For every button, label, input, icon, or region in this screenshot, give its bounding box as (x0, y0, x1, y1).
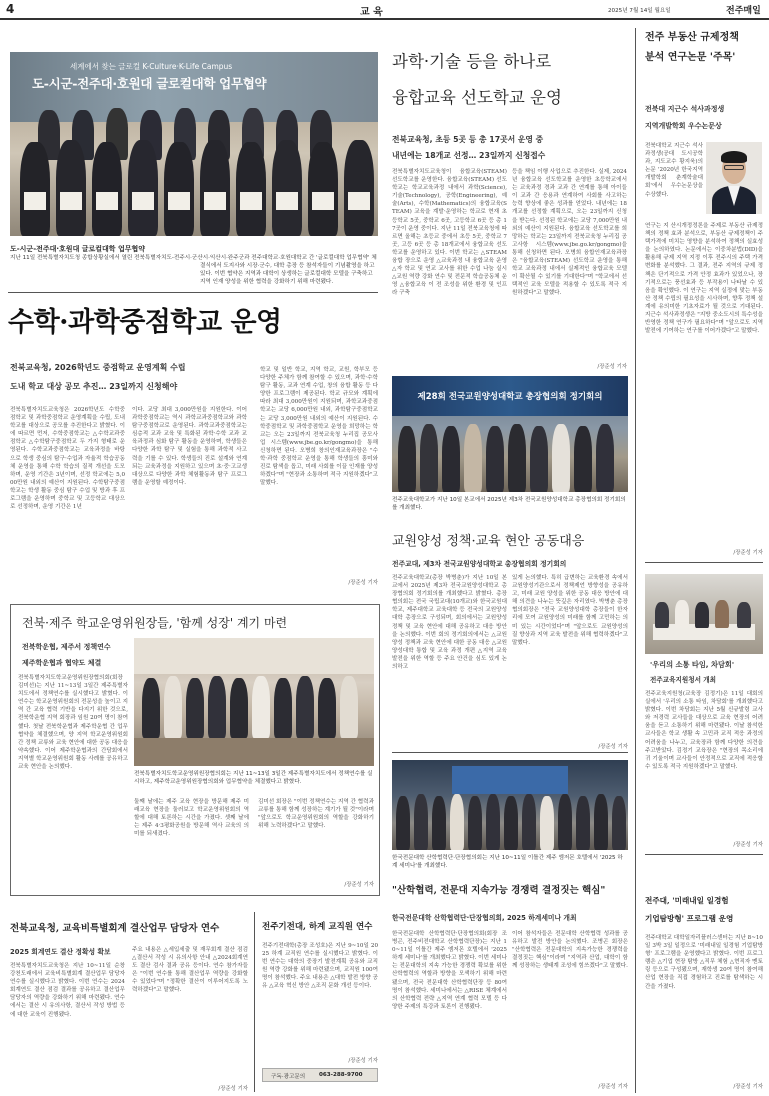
jeonjugi-body: 전주기전대학(총장 조성호)은 지난 9~10일 2025 하계 교직원 연수를 실시했다고 밝혔다. 이번 연수는 대학의 중장기 발전계획 공유와 교직원 역량 강화를 위해 마련됐으며, 교직원 100여 명이 참석했다. 주요 내용은 △대학 발전 방향 공유 △교육 혁신 방안 △조직 문화 개선 등이다. (262, 943, 378, 990)
thesis-body: 연구는 지 산시개정정론을 주제로 부동산 규제정책의 정책 효과 분석으로, 부동산 규제정책이 주택가격에 미치는 영향을 분석하여 정책의 실효성을 논의하였다. 논문에서는 이중차분법(DID)을 활용해 규제 지역 지정 이후 전주시의 주택 가격 변화를 분석했다. 그 결과, 전주 지역의 규제 정책은 단기적으로 가격 안정 효과가 있었으나, 장기적으로는 풍선효과 등 부작용이 나타날 수 있음을 확인했다. 이 연구는 지역 실정에 맞는 부동산 정책 수립의 필요성을 시사하며, 향후 정책 설계에 유의미한 기초자료가 될 것으로 기대된다. 지근수 석사과정생은 "지방 중소도시의 특수성을 반영한 정책 연구가 필요하다"며 "앞으로도 지역 발전에 기여하는 연구를 이어가겠다"고 말했다. (645, 223, 763, 335)
person (92, 142, 122, 236)
steam-body-col2: 등을 책임 이행 사업으로 추진한다. 실제, 2024년 융합교육 선도학교를 운영한 초등학교에서는 교육과정 경과 교과 간 연계를 통해 아이들이 교과 간 응용과 연계하여 사회를 사고하는 능력 향상에 좋은 성과를 얻었다. 내년에는 18개교를 선정할 계획으로, 오는 23일까지 신청을 받는다. 선정된 학교에는 교당 7,000만원 내외의 예산이 지원된다. 융합교육 선도학교를 희망하는 학교는 23일까지 전북교육청 누리집 공고사항 시스템(www.jbe.go.kr/gongmo)을 통해 신청하면 된다. 오병희 융합인재교육과장은 "융합교육(STEAM) 선도학교 운영을 통해 학교 교육과정 내에서 실제적인 융합교육 모델이 확산될 수 있기를 기대한다"며 "학교에서 선택적인 교육 모델을 적용할 수 있도록 적극 지원하겠다"고 말했다. (512, 169, 627, 297)
jeju-caption: 전북특별자치도학교운영위원장협의회는 지난 11~13일 3일간 제주특별자치도에서 정책연수를 실시하고, 제주학교운영위원장협의회와 업무협약을 체결했다고 밝혔다. (134, 771, 373, 785)
person (164, 142, 194, 236)
sidebar-rule (645, 854, 763, 855)
person (296, 676, 314, 738)
person (715, 600, 729, 628)
person (396, 796, 410, 850)
masthead-rule (0, 18, 769, 20)
person (522, 794, 536, 850)
thesis-title-line2: 분석 연구논문 '주목' (645, 52, 736, 63)
person (272, 140, 302, 236)
steam-title-line1: 과학·기술 등을 하나로 (392, 52, 552, 71)
mirae-body: 전주대학교 대학일자리플러스센터는 지난 8~10일 3박 3일 일정으로 '미래내일 일경험 기업탐방형' 프로그램을 운영했다고 밝혔다. 이번 프로그램은 △기업 현장 탐방 △직무 체험 △현직자 멘토링 등으로 구성됐으며, 재학생 20여 명이 참여해 산업 현장을 직접 경험하고 진로를 탐색하는 시간을 가졌다. (645, 935, 763, 990)
sidebar-divider (635, 28, 636, 1093)
mou-document (204, 192, 226, 210)
person (414, 794, 428, 850)
mou-caption-title: 도-시군-전주대·호원대 글로컬대학 업무협약 (10, 245, 146, 253)
jeju-floor (134, 738, 374, 766)
thesis-title-line1: 전주 부동산 규제정책 (645, 32, 739, 43)
jeju-photo (134, 638, 374, 766)
ad-label: 구독·광고문의 (271, 1074, 306, 1080)
person (442, 426, 460, 492)
person (450, 794, 464, 850)
industry-title: "산학협력, 전문대 지속가능 경쟁력 결정짓는 핵심" (392, 885, 606, 896)
settlement-title: 전북교육청, 교육비특별회계 결산업무 담당자 연수 (10, 923, 220, 934)
jeju-subtitle-1: 전북학운협, 제주서 정책연수 (22, 643, 111, 651)
person (398, 426, 416, 492)
mou-document (348, 192, 370, 210)
math-body-col1: 전북특별자치도교육청은 2026학년도 수학중점학교 및 과학중점학교 운영계획을 수립, 도내 학교를 대상으로 공모를 추진한다고 밝혔다. 이에 따르면 먼저, 수학중점학교는 △수학교과중점학교 △수학탐구중점학교 두 가지 형태로 운영된다. 수학교과중점학교는 교육과정을 바탕으로 학생 중심의 탐구·수업과 자율적 학습공동체 운영을 통해 수학 학습의 질적 개선을 도모하며, 운영 기간은 3년이며, 선정 학교에는 5,000만원 내외의 예산이 지원된다. 수학탐구중점학교는 학생 활동 중심 탐구 수업 및 방과 후 프로그램을 운영하며 중학교 및 고등학교 대상으로 선정하며, 운영 기간은 1년 (10, 407, 125, 511)
settlement-byline: /장준성 기자 (218, 1086, 248, 1092)
person (558, 794, 572, 850)
settlement-body-col2: 주요 내용은 △세입세출 및 재무회계 결산 점검 △결산서 작성 시 유의사항 안내 △2024회계연도 결산 검사 결과 공유 등이다. 연수 참가자들은 "이번 연수를 통해 결산업무 역량을 강화할 수 있었다"며 "정확한 결산이 이루어지도록 노력하겠다"고 말했다. (132, 947, 248, 994)
thesis-subtitle-1: 전북대 지근수 석사과정생 (645, 105, 725, 113)
steam-title-line2: 융합교육 선도학교 운영 (392, 88, 562, 107)
thesis-subtitle-2: 지역개발학회 우수논문상 (645, 122, 722, 130)
mou-document (60, 192, 82, 210)
portrait-hair (721, 151, 747, 163)
banner-top-text: 세계에서 찾는 글로컬 K-Culture·K-Life Campus (70, 62, 233, 71)
union-title: 교원양성 정책·교육 현안 공동대응 (392, 534, 585, 549)
section-rule (392, 752, 628, 753)
chadam-photo (645, 574, 763, 654)
mirae-title-line1: 전주대, '미래내일 일경험 (645, 896, 729, 905)
industry-screen (452, 766, 568, 794)
jeju-body-col3: 김미선 회장은 "이번 정책연수는 지역 간 협력과 교류를 통해 함께 성장하는 계기가 될 것"이라며 "앞으로도 학교운영위원회의 역할을 강화하기 위해 노력하겠다"고 말했다. (258, 799, 374, 830)
industry-body-col1: 한국전문대학 산학협력단·단장협의회(회장 조병곤, 전주비전대학교 산학협력단장)는 지난 10~11일 이틀간 제주 엠저몬 호텔에서 '2025 하계 세미나'를 개최했다고 밝혔다. 이번 세미나는 전문대학의 지속 가능한 경쟁력 확보를 위한 산학협력의 역할과 방향을 모색하기 위해 마련됐으며, 전국 전문대학 산학협력단장 등 80여 명이 참석했다. 세미나에서는 △RISE 체계에서의 산학협력 전략 △지역 연계 협력 모델 등 다양한 주제의 특강과 토론이 진행됐다. (392, 931, 507, 1010)
person (464, 424, 482, 492)
section-title: 교 육 (360, 7, 383, 18)
union-body-col2: 있게 논의했다. 특히 급변하는 교육환경 속에서 교원양성기관으로서 정책제언 방향성을 공유하고, 미래 교원 양성을 위한 공동 대응 방안에 대해 의견을 나누는 뜻깊은 자리였다. 박병춘 총장협의회장은 "전국 교원양성대학 총장들이 한자리에 모여 교원양성의 미래를 함께 고민하는 의미 있는 시간이었다"며 "앞으로도 교원양성의 질 향상과 지역 교육 발전을 위해 협력하겠다"고 말했다. (512, 575, 628, 646)
banner-main-text: 도-시군-전주대·호원대 글로컬대학 업무협약 (32, 76, 267, 91)
thesis-byline: /장준성 기자 (733, 550, 763, 556)
jeonjugi-title: 전주기전대, 하계 교직원 연수 (262, 922, 373, 932)
sidebar-rule (645, 562, 763, 563)
person (468, 796, 482, 850)
industry-body-col2: 이어 참석자들은 전문대학 산학협력 성과를 공유하고 발전 방안을 논의했다. 조병곤 회장은 "산학협력은 전문대학의 지속가능한 경쟁력을 결정짓는 핵심"이라며 "지역과 산업, 대학이 함께 성장하는 생태계 조성에 힘쓰겠다"고 말했다. (512, 931, 628, 970)
jeju-subtitle-2: 제주학운협과 협약도 체결 (22, 659, 102, 667)
union-body-col1: 전주교육대학교(총장 박병춘)가 지난 10일 본교에서 2025년 제3차 전국교원양성대학교 총장협의회 정기회의를 개최했다고 밝혔다. 총장협의회는 전국 국립교대(10개교)와 한국교원대학교, 제주대학교 교육대학 등 전국의 교원양성 대학 총장으로 구성되며, 회의에서는 교원양성 정책 및 교육 현안에 대해 공유하고 대응 방안을 논의했다. 이번 회의 정기회의에서는 △교원 양성 정책과 교육 현안에 대한 공동 대응 △교원양성대학 통합 및 교육 과정 개편 △지역 교육 발전을 위한 역할 등 주요 안건을 심도 있게 논의하고 (392, 575, 507, 671)
mou-photo (10, 52, 378, 236)
chadam-subtitle: 전주교육지원청서 개최 (650, 676, 716, 684)
person (186, 678, 204, 738)
math-body-col2: 이다. 교당 최대 3,000만원을 지원한다. 이어 과학중점학교는 역시 과학교과중점학교와 과학탐구중점학교로 운영된다. 과학교과중점학교는 심층적 교과 교육 및 특화된 과학·수학 교과 교육과정과 심화 탐구 활동을 운영하며, 학생들은 다양한 과학 탐구 및 실험을 통해 과학적 사고력을 기를 수 있다. 학생들의 진로 설계와 연계되는 교육과정을 지원하고 있으며 초·중·고교생 대상으로 다양한 과학 체험활동과 탐구 프로그램을 운영할 예정이다. (132, 407, 247, 486)
person (596, 424, 614, 492)
settlement-subtitle: 2025 회계연도 결산 정확성 확보 (10, 948, 111, 956)
math-body-col3: 학교 및 일반 학교, 지역 학교, 교원, 학부모 등 다양한 주체가 함께 참여할 수 있으며, 과학·수학 탐구 활동, 교과 연계 수업, 창의 융합 활동 등 다양한 프로그램이 제공된다. 학교 규모와 계획에 따라 최대 3,000만원이 지원되며, 과학교과중점학교는 교당 6,000만원 내외, 과학탐구중점학교는 교당 3,000만원 내외의 예산이 지원된다. 수학중점학교 및 과학중점학교 운영을 희망하는 학교는 오는 23일까지 전북교육청 누리집 공모사업 시스템(www.jbe.go.kr/gongmo)을 통해 신청하면 된다. 오병희 창의인재교육과장은 "수학·과학 중점학교 운영을 통해 학생들의 흥미와 진로 탐색을 돕고, 미래 사회를 이끌 인재를 양성하겠다"며 "현장과 소통하며 적극 지원하겠다"고 말했다. (260, 367, 378, 487)
steam-subtitle-2: 내년에는 18개교 선정… 23일까지 신청접수 (392, 151, 546, 160)
person (344, 140, 374, 236)
mirae-title-line2: 기업탐방형' 프로그램 운영 (645, 914, 734, 923)
mou-document (96, 192, 118, 210)
jeju-body-col2: 둘째 날에는 제주 교육 현장을 방문해 제주 미래교육 현장을 둘러보고 학교운영위원회의 역할에 대해 토론하는 시간을 가졌다. 셋째 날에는 제주 4·3평화공원을 방문해 역사 교육의 의미를 되새겼다. (134, 799, 249, 838)
column-divider (254, 912, 255, 1092)
union-photo (392, 376, 628, 492)
steam-subtitle-1: 전북교육청, 초등 5곳 등 총 17곳서 운영 중 (392, 135, 544, 144)
person (164, 676, 182, 738)
person (308, 142, 338, 236)
thesis-portrait (706, 142, 762, 214)
person (208, 676, 226, 738)
steam-body-col1: 전북특별자치도교육청이 융합교육(STEAM) 선도학교를 운영한다. 융합교육(STEAM) 선도학교는 학교교육과정 내에서 과학(Science), 기술(Technology), 공학(Engineering), 예술(Arts), 수학(Mathematics)의 융합교육(STEAM) 교육을 계발·운영하는 학교로 현재 초등학교 5곳, 중학교 6곳, 고등학교 6곳 등 총 17곳이 운영 중이다. 지난 11일 전북교육청에 따르면 올해는 초등교 중에서 초등 5곳, 중학교 7곳, 고등 6곳 등 총 18개교에서 융합교육 선도학교를 운영하고 있다. 이번 학교는 △STEAM 융합 장으로 운영 △교육과정 내 융합교육 운영 △자 학교 및 연교 교사를 위한 수업 나눔 실시 △교원 역량 강화 연수 및 전문적 학습공동체 운영 △융합교육 이 전 조성을 위한 환경 및 인프라 구축 (392, 169, 507, 297)
person (574, 426, 592, 492)
person (737, 602, 751, 628)
industry-photo (392, 760, 628, 850)
jeonjugi-byline: /장준성 기자 (348, 1058, 378, 1064)
person (594, 794, 608, 850)
mou-document (276, 192, 298, 210)
person (675, 600, 689, 628)
jeju-byline: /장준성 기자 (344, 882, 374, 888)
math-subtitle-1: 전북교육청, 2026학년도 중점학교 운영계획 수립 (10, 363, 186, 372)
person (274, 678, 292, 738)
mou-document (312, 192, 334, 210)
issue-date: 2025년 7월 14일 월요일 (608, 8, 671, 14)
person (340, 676, 358, 738)
union-caption: 전주교육대학교가 지난 10일 본교에서 2025년 제3차 전국교원양성대학교 총장협의회 정기회의를 개최했다. (392, 497, 626, 511)
person (252, 676, 270, 738)
person (530, 426, 548, 492)
math-headline: 수학·과학중점학교 운영 (8, 307, 282, 338)
jeju-title: 전북·제주 학교운영위원장들, '함께 성장' 계기 마련 (22, 616, 288, 630)
person (655, 602, 669, 628)
jeju-wall (134, 638, 374, 674)
thesis-lead: 전북대학교 지근수 석사과정생(공대 도시공학과, 지도교수 황지욱)의 논문 '2020년 한국지역개발학회 춘계학술대회'에서 우수논문상을 수상했다. (645, 143, 703, 198)
mou-document (24, 192, 46, 210)
person (432, 796, 446, 850)
union-byline: /장준성 기자 (598, 744, 628, 750)
mou-document (132, 192, 154, 210)
mou-document (168, 192, 190, 210)
masthead (0, 0, 769, 20)
portrait-glasses (724, 165, 744, 170)
union-banner-text: 제28회 전국교원양성대학교 총장협의회 정기회의 (417, 392, 603, 402)
page-number: 4 (6, 2, 15, 16)
chadam-body: 전주교육지원청(교육장 김정기)은 11일 대회의실에서 '우리의 소통 타임, 차담회'를 개최했다고 밝혔다. 이번 차담회는 지난 5월 신규발령 교사와 저경력 교사들을 대상으로 교육 현장의 어려움을 듣고 소통하기 위해 마련됐다. 이날 참석한 교사들은 학교 생활 속 고민과 교직 적응 과정의 어려움을 나누고, 교육장과 함께 다양한 의견을 주고받았다. 김정기 교육장은 "현장의 목소리에 귀 기울이며 교사들이 안정적으로 교직에 적응할 수 있도록 적극 지원하겠다"고 말했다. (645, 691, 763, 770)
industry-subtitle: 한국전문대학 산학협력단·단장협의회, 2025 하계세미나 개최 (392, 914, 577, 922)
union-subtitle: 전주교대, 제3차 전국교원양성대학교 총장협의회 정기회의 (392, 560, 567, 568)
person (230, 678, 248, 738)
settlement-body-col1: 전북특별자치도교육청은 지난 10~11일 순창 강천도래에서 교육비특별회계 결산업무 담당자 연수를 실시했다고 밝혔다. 이번 연수는 2024회계연도 결산 점검 결과를 공유하고 결산업무 담당자의 역량을 강화하기 위해 마련됐다. 연수에서는 결산 시 유의사항, 결산서 작성 방법 등에 대한 교육이 진행됐다. (10, 963, 125, 1018)
person (128, 140, 158, 236)
person (486, 794, 500, 850)
subscription-ad (262, 1068, 378, 1082)
jeju-body-col1: 전북특별자치도학교운영위원장협의회(회장 김미선)는 지난 11~13일 3일간 제주특별자치도에서 정책연수를 실시했다고 밝혔다. 이 연수는 학교운영위원회의 전문성을 높이고 지역 간 교육 협력 기반을 다지기 위한 것으로, 전북학운협 지역 회장과 임원 20여 명이 참여했다. 첫날 전북학운협과 제주학운협 간 업무협약을 체결했으며, 양 지역 학교운영위원회 간 정책 교류와 교육 현안에 대한 공동 대응을 약속했다. 이어 제주학운협과의 간담회에서 지역별 학교운영위원회 활동 사례를 공유하고 교육 현안을 논의했다. (18, 675, 128, 771)
person (540, 796, 554, 850)
person (552, 424, 570, 492)
person (504, 796, 518, 850)
person (200, 140, 230, 236)
person (612, 796, 626, 850)
math-subtitle-2: 도내 학교 대상 공모 추진… 23일까지 신청해야 (10, 382, 178, 391)
chadam-byline: /장준성 기자 (733, 842, 763, 848)
person (695, 602, 709, 628)
steam-byline: /장준성 기자 (597, 364, 627, 370)
industry-byline: /장준성 기자 (598, 1084, 628, 1090)
person (576, 796, 590, 850)
ad-phone: 063-288-9700 (319, 1072, 363, 1078)
person (142, 678, 160, 738)
mou-document (240, 192, 262, 210)
person (236, 142, 266, 236)
chadam-title: '우리의 소통 타임, 차담회' (650, 660, 735, 669)
person (56, 140, 86, 236)
mirae-byline: /장준성 기자 (733, 1084, 763, 1090)
person (508, 424, 526, 492)
math-byline: /장준성 기자 (348, 580, 378, 586)
person (486, 426, 504, 492)
person (420, 424, 438, 492)
section-rule (8, 292, 378, 293)
person (20, 142, 50, 236)
person (318, 678, 336, 738)
mou-caption-text: 지난 11일 전북특별자치도청 종합상황실에서 열린 전북특별자치도-전주시·군산시·익산시·완주군과 전주대학교·호원대학교 간 '글로컬대학 업무협약' 체결식에서 도지사와 시장·군수, 대학 총장 등 참석자들이 기념촬영을 하고 있다. 이번 협약은 지역과 대학이 상생하는 글로컬대학 모델을 구축하고 지역 인재 양성을 위한 협력을 강화하기 위해 마련됐다. (10, 255, 377, 285)
paper-name: 전주매일 (726, 6, 761, 16)
industry-caption: 한국전문대학 산학협력단·단장협의회는 지난 10~11일 이틀간 제주 엠저몬 호텔에서 '2025 하계 세미나'를 개최했다. (392, 855, 623, 869)
